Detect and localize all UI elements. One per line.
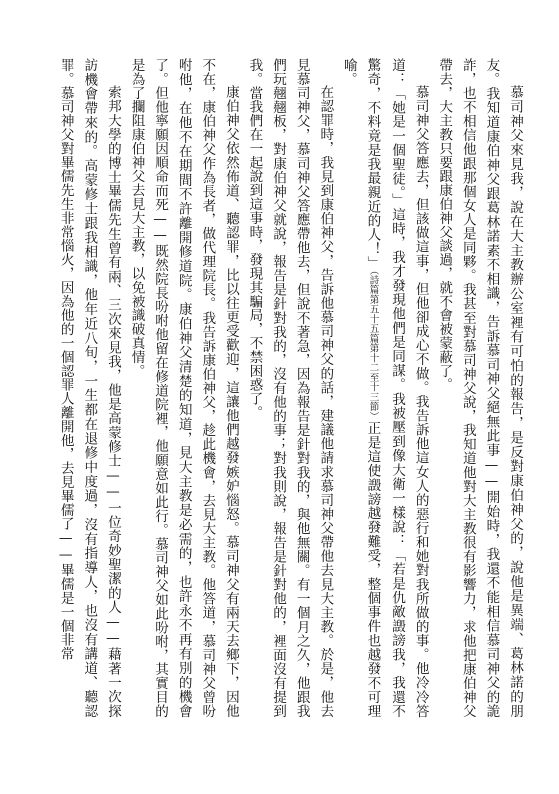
paragraph-5-text: 索邦大學的博士畢儒先生曾有兩、三次來見我，他是高蒙修士——一位奇妙聖潔的人——藉著一次探訪機會帶來的。高蒙修士跟我相識，他年近八旬，一生都在退修中度過，沒有指導人，也沒有講道、聽認罪。慕司神父對畢儒先生非常惱火，因為他的一個認罪人離開他，去見畢儒了——畢儒是一個非常	[57, 58, 121, 718]
paragraph-2-text: 慕司神父答應去，但該做這事，但他卻成心不做。我告訴他這女人的惡行和她對我所做的事。他冷冷答道：「她是一個聖徒。」這時，我才發現他們是同謀。我被壓到像大衛一樣說：「若是仇敵譭謗我，我還不驚奇，不料竟是我最親近的人！」	[364, 58, 429, 718]
paragraph-2-text-cont: 正是這使譭謗越發難受，整個事件也越發不可理喻。	[340, 58, 381, 718]
paragraph-1	[432, 58, 526, 718]
paragraph-4	[124, 58, 242, 718]
paragraph-5	[53, 58, 124, 718]
paragraph-3-text: 在認罪時，我見到康伯神父，告訴他慕司神父的話，建議他請求慕司神父帶他去見大主教。於是，他去見慕司神父，慕司神父答應帶他去，但說不著急，因為報告是針對我的，與他無關。有一個月之久，他跟我們玩翹翹板，對康伯神父就說，報告是針對我的，沒有他的事；對我則說，報告是針對他的，裡面沒有提到我。當我們在一起說到這事時，發現其騙局，不禁困惑了。	[246, 58, 334, 718]
paragraph-3	[242, 58, 336, 718]
vertical-text-body	[36, 58, 526, 718]
paragraph-2	[336, 58, 431, 718]
paragraph-4-text: 康伯神父依然佈道、聽認罪，比以往更受歡迎，這讓他們越發嫉妒惱怒。慕司神父有兩天去鄉下，因他不在，康伯神父作為長者，做代理院長。我告訴康伯神父，趁此機會，去見大主教。他答道，慕司神父曾吩咐他，在他不在期間不許離開修道院。康伯神父清楚的知道，見大主教是必需的，也許永不再有別的機會了。但他寧願因順命而死——既然院長吩咐他留在修道院裡，他願意如此行。慕司神父如此吩咐，其實目的是為了攔阻康伯神父去見大主教，以免被識破真情。	[128, 58, 239, 718]
book-page	[36, 58, 526, 718]
paragraph-1-text: 慕司神父來見我，說在大主教辦公室裡有可怕的報告，是反對康伯神父的，說他是異端、葛林諾的朋友。我知道康伯神父跟葛林諾素不相識，告訴慕司神父絕無此事——開始時，我還不能相信慕司神父的詭詐，也不相信他跟那個女人是同夥。我甚至對慕司神父說，我知道他對大主教很有影響力，求他把康伯神父帶去，大主教只要跟康伯神父談過，就不會被蒙蔽了。	[436, 58, 523, 718]
scripture-reference: （詩篇第五十五篇第十二至十三節）	[367, 270, 379, 422]
